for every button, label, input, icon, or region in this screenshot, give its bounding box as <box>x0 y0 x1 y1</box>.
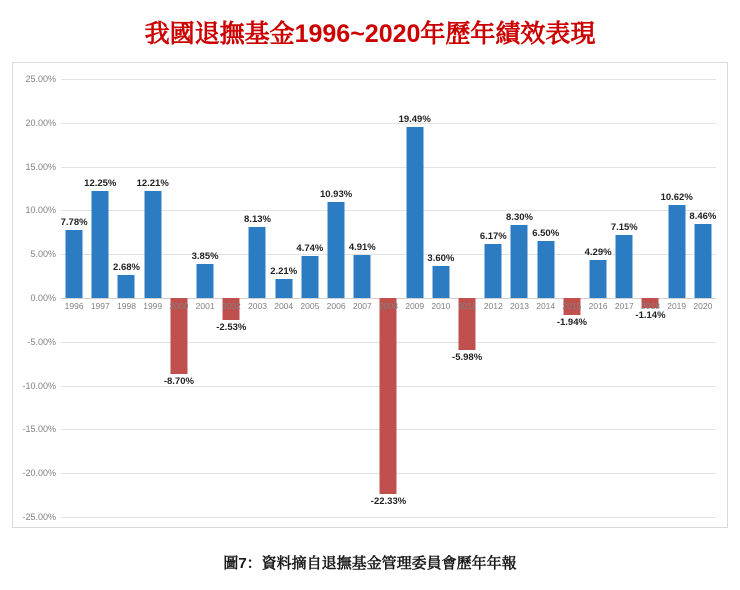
bar-series <box>61 79 716 517</box>
bar-group <box>585 79 611 517</box>
bar[interactable] <box>118 275 135 298</box>
bar[interactable] <box>66 230 83 298</box>
x-axis-category-label: 2019 <box>667 301 687 311</box>
bar-group <box>556 79 587 517</box>
bar[interactable] <box>694 224 711 298</box>
bar[interactable] <box>668 205 685 298</box>
bar[interactable] <box>92 191 109 298</box>
bar[interactable] <box>406 127 423 298</box>
x-axis-category-label: 2015 <box>562 301 582 311</box>
bar-group <box>319 79 353 517</box>
bar-value-label: -8.70% <box>163 376 194 388</box>
bar[interactable] <box>275 279 292 298</box>
bar-value-label: 8.30% <box>506 212 533 224</box>
x-axis-category-label: 1999 <box>143 301 163 311</box>
y-axis-tick-label: -20.00% <box>22 468 56 479</box>
x-axis-category-label: 2017 <box>614 301 634 311</box>
x-axis-category-label: 1997 <box>90 301 110 311</box>
bar-group <box>428 79 454 517</box>
bar-value-label: 2.21% <box>270 265 298 277</box>
bar[interactable] <box>537 241 554 298</box>
bar-value-label: 4.91% <box>348 241 376 253</box>
x-axis-category-label: 2007 <box>352 301 372 311</box>
bar-value-label: 4.29% <box>584 247 612 259</box>
bar-group <box>398 79 431 517</box>
bar[interactable] <box>432 266 449 298</box>
y-axis-tick-label: 20.00% <box>25 117 56 128</box>
x-axis-category-label: 2009 <box>405 301 425 311</box>
y-axis-tick-label: 0.00% <box>30 293 56 303</box>
y-axis-tick-label: 5.00% <box>30 249 56 260</box>
bar[interactable] <box>511 225 528 298</box>
bar-value-label: -2.53% <box>216 322 247 334</box>
bar[interactable] <box>380 298 397 494</box>
y-axis-tick-label: -15.00% <box>22 424 56 435</box>
bar-value-label: 12.25% <box>84 177 117 189</box>
x-axis-category-label: 1998 <box>117 301 136 311</box>
bar-group <box>506 79 532 517</box>
bar-group <box>611 79 637 517</box>
bar-value-label: 10.93% <box>319 189 353 201</box>
bar[interactable] <box>249 227 266 298</box>
x-axis-category-label: 2014 <box>536 301 556 311</box>
bar-group <box>635 79 666 517</box>
bar-value-label: -1.94% <box>556 316 587 328</box>
bar-group <box>244 79 270 517</box>
bar-value-label: 6.50% <box>532 228 560 240</box>
x-axis-category-label: 2003 <box>248 301 267 311</box>
bar-group <box>84 79 117 517</box>
y-axis-tick-label: -25.00% <box>22 512 56 522</box>
x-axis-category-label: 2013 <box>510 301 529 311</box>
bar[interactable] <box>354 255 371 298</box>
bar[interactable] <box>616 235 633 298</box>
bar-value-label: 3.85% <box>191 251 219 263</box>
bar[interactable] <box>144 191 161 298</box>
x-axis-category-label: 2018 <box>641 301 660 311</box>
bar-group <box>452 79 483 517</box>
y-axis-tick-label: 15.00% <box>25 161 56 172</box>
bar-value-label: -1.14% <box>635 309 666 321</box>
bar[interactable] <box>197 264 214 298</box>
bar-value-label: 6.17% <box>479 230 507 242</box>
bar-value-label: 4.74% <box>296 243 324 255</box>
x-axis-category-label: 2011 <box>457 301 477 311</box>
bar-group <box>297 79 323 517</box>
bar-group <box>480 79 506 517</box>
bar[interactable] <box>485 244 502 298</box>
x-axis-category-label: 2001 <box>195 301 215 311</box>
bar-value-label: 10.62% <box>660 191 693 203</box>
bar[interactable] <box>328 202 345 298</box>
bar-group <box>136 79 169 517</box>
bar-group <box>370 79 407 517</box>
bar-value-label: 12.21% <box>136 178 169 190</box>
bar-group <box>113 79 139 517</box>
bar-group <box>349 79 375 517</box>
bar-group <box>163 79 194 517</box>
bar-value-label: 8.46% <box>689 210 717 222</box>
bar-value-label: -5.98% <box>452 352 483 364</box>
bar-group <box>690 79 716 517</box>
bar-value-label: 7.78% <box>60 216 88 228</box>
y-axis-tick-label: 10.00% <box>25 205 56 216</box>
bar-value-label: -22.33% <box>370 495 407 507</box>
bar-group <box>533 79 559 517</box>
bar-group <box>660 79 693 517</box>
x-axis-category-label: 2012 <box>483 301 503 311</box>
bar-value-label: 8.13% <box>244 213 271 225</box>
bar[interactable] <box>301 256 318 298</box>
bar-value-label: 19.49% <box>398 114 431 126</box>
page-title: 我國退撫基金1996~2020年歷年績效表現 <box>144 20 596 48</box>
x-axis-category-label: 2020 <box>693 301 713 311</box>
x-axis-category-label: 2006 <box>326 301 346 311</box>
y-axis-tick-label: -5.00% <box>27 336 56 347</box>
bar-group <box>192 79 218 517</box>
x-axis-category-label: 2000 <box>169 301 189 311</box>
x-axis-category-label: 2004 <box>274 301 294 311</box>
bar-group <box>216 79 247 517</box>
x-axis-category-label: 1996 <box>64 301 84 311</box>
bar-group <box>271 79 297 517</box>
bar-group <box>61 79 87 517</box>
bar-value-label: 2.68% <box>113 261 140 273</box>
chart-canvas <box>22 74 717 522</box>
chart-plot-area <box>12 62 728 528</box>
y-axis-tick-label: -10.00% <box>22 380 56 391</box>
x-axis-category-label: 2005 <box>300 301 320 311</box>
y-axis-tick-label: 25.00% <box>25 74 56 84</box>
x-axis-category-label: 2010 <box>431 301 451 311</box>
figure-caption: 圖7：資料摘自退撫基金管理委員會歷年年報 <box>223 555 517 572</box>
bar-value-label: 3.60% <box>427 253 455 265</box>
bar[interactable] <box>590 260 607 298</box>
bar-value-label: 7.15% <box>610 222 638 234</box>
x-axis-category-label: 2016 <box>588 301 608 311</box>
x-axis-category-label: 2002 <box>221 301 241 311</box>
gridline <box>61 517 716 518</box>
x-axis-category-label: 2008 <box>379 301 398 311</box>
